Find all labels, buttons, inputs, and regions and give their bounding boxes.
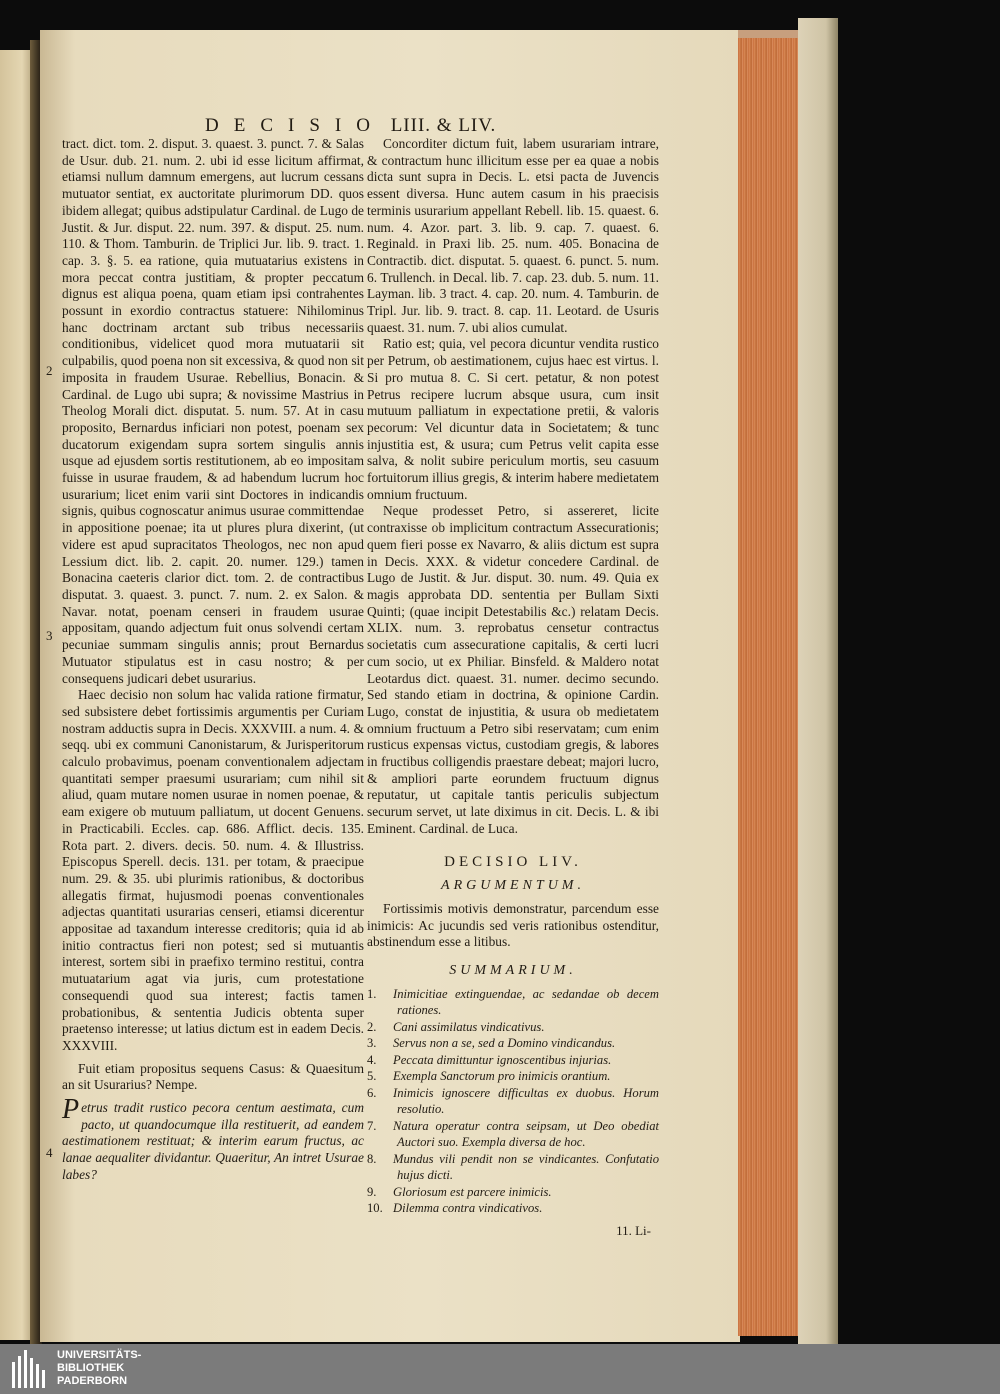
argumentum-text: Fortissimis motivis demonstratur, parcendum esse inimicis: Ac jucundis sed veris rationibus ostenditur, abstinendum esse a litibus. [367, 900, 659, 950]
running-head [205, 115, 765, 137]
summarium-title: SUMMARIUM. [449, 963, 577, 979]
footer-bar [0, 1344, 1000, 1394]
paragraph: Ratio est; quia, vel pecora dicuntur vendita rustico per Petrum, ob aestimationem, cujus haec est virtus. l. Si pro mutua 8. C. Si cert. petatur, & non potest Petrus recipere lucrum absque usura, cum insit mutuum palliatum in expectatione pretii, & valoris pecorum: Vel dicuntur data in Societatem; & tunc injustitia est, & usura; cum Petrus velit capita esse salva, & nolit subire periculum mortis, seu casuum fortuitorum illius gregis, & interim habere medietatem omnium fructuum. [367, 336, 659, 502]
list-item: 8. Mundus vili pendit non se vindicantes. Confutatio hujus dicti. [367, 1151, 659, 1183]
library-name: UNIVERSITÄTS- BIBLIOTHEK PADERBORN [57, 1349, 142, 1387]
paragraph: Fuit etiam propositus sequens Casus: & Quaesitum an sit Usurarius? Nempe. [62, 1060, 364, 1093]
running-head-decisio: DECISIO [205, 115, 385, 136]
page-edges [738, 38, 798, 1336]
margin-number: 3 [46, 628, 53, 643]
list-item: 9. Gloriosum est parcere inimicis. [367, 1184, 552, 1199]
paragraph: tract. dict. tom. 2. disput. 3. quaest. 3. punct. 7. & Salas de Usur. dub. 21. num. 2. ubi id esse licitum affirmat, etiamsi nullum damnum emergens, aut lucrum cessans mutuator sentiat, ex auctoritate plurimorum DD. quos ibidem allegat; quibus adstipulatur Cardinal. de Lugo de Justit. & Jur. disput. 22. num. 397. & disput. 25. num. 110. & Thom. Tamburin. de Triplici Jur. lib. 9. tract. 1. cap. 3. §. 5. ea ratione, quia mutuatarius existens in mora peccat contra justitiam, & propter peccatum dignus est aliqua poena, quam etiam ipsi contrahentes possunt in exordio contractus statuere: Nihilominus hanc doctrinam arctant sub tribus necessariis conditionibus, videlicet quod mora mutuatarii sit culpabilis, quod poena non sit excessiva, & quod non sit imposita in fraudem Usurae. Rebellius, Bonacin. & Cardinal. de Lugo ubi supra; & novissime Mastrius in Theolog Morali dict. disputat. 5. num. 57. At in casu proposito, Bernardus inficiari non potest, poenam sex ducatorum exigendam supra sortem singulis annis usque ad ejusdem sortis restitutionem, ab eo impositam fuisse in usurae fraudem, & ad habendum lucrum hoc usurarium; licet enim varii sint Doctores in indicandis signis, quibus cognoscatur animus usurae committendae in appositione poenae; ita ut plures plura dixerint, (ut videre est apud supracitatos Theologos, nec non apud Lessium dict. lib. 2. capit. 20. numer. 129.) tamen Bonacina caeteris clarior dict. tom. 2. de contractibus disputat. 3. quaest. 3. punct. 7. num. 2. ex Salon. & Navar. notat, poenam censeri in fraudem usurae appositam, quando adjectum fuit onus solvendi certam pecuniae summam singulis annis; prout Bernardus Mutuator stipulatus est in casu nostro; & per consequens judicari debet usurarius. [62, 136, 364, 686]
summarium-list [367, 986, 659, 1217]
argumentum-title: ARGUMENTUM. [441, 878, 585, 894]
library-logo-icon [12, 1350, 52, 1388]
paragraph: Concorditer dictum fuit, labem usurariam intrare, & contractum hunc illicitum esse per ea quae a nobis dicta sunt supra in Decis. L. etsi pacta de Juvencis essent diversa. Hunc autem casum in his praecisis terminis usurarium appellant Rebell. lib. 15. quaest. 6. num. 4. Azor. part. 3. lib. 9. cap. 7. quaest. 6. Reginald. in Praxi lib. 25. num. 405. Bonacina de Contractib. dict. disputat. 5. quaest. 6. punct. 5. num. 6. Trullench. in Decal. lib. 7. cap. 23. dub. 5. num. 11. Layman. lib. 3 tract. 4. cap. 20. num. 4. Tamburin. de Tripl. Jur. lib. 9. tract. 8. cap. 11. Leotard. de Usuris quaest. 31. num. 7. ubi alios cumulat. [367, 136, 659, 335]
margin-number: 4 [46, 1145, 53, 1160]
list-item: 5. Exempla Sanctorum pro inimicis orantium. [367, 1069, 611, 1084]
list-item: 6. Inimicis ignoscere difficultas ex duobus. Horum resolutio. [367, 1085, 659, 1117]
right-column [367, 136, 659, 1239]
list-item: 4. Peccata dimittuntur ignoscentibus injurias. [367, 1052, 612, 1067]
paragraph: Neque prodesset Petro, si assereret, licite contraxisse ob implicitum contractum Assecurationis; quem fieri posse ex Navarro, & aliis dictum est supra in Decis. XXX. & videtur concedere Cardinal. de Lugo de Justit. & Jur. disput. 30. num. 49. Quia ex magis approbata DD. sententia per Bullam Sixti Quinti; (quae incipit Detestabilis &c.) relatam Decis. XLIX. num. 3. reprobatus censetur contractus societatis cum assecuratione capitalis, & certi lucri cum socio, ut ex Philiar. Binsfeld. & Maldero notat Leotardus dict. quaest. 31. numer. decimo secundo. Sed stando etiam in doctrina, & opinione Cardin. Lugo, constat de injustitia, & usura ob medietatem omnium fructuum a Petro sibi reservatam; cum enim rusticus expensas victus, custodiam gregis, & labores in fructibus colligendis praestare debeat; majori lucro, & ampliori parte eorundem fructuum dignus reputatur, ut capitale tantis periculis subjectum securum servet, ut late diximus in cit. Decis. L. & ibi Eminent. Cardinal. de Luca. [367, 503, 659, 836]
paragraph: Haec decisio non solum hac valida ratione firmatur, sed subsistere debet fortissimis argumentis per Curiam nostram adductis supra in Decis. XXXVIII. a num. 4. & seqq. ubi ex communi Canonistarum, & Jurisperitorum calculo probavimus, poenam conventionalem adjectam quantitati semper praesumi usurariam; cum nihil sit aliud, quam mutare nomen usurae in nomen poenae, & eam exigere ob mutuum palliatum, ut docent Genuens. in Practicabili. Eccles. cap. 686. Afflict. decis. 135. Rota part. 2. divers. decis. 50. num. 4. & Illustriss. Episcopus Sperell. decis. 131. per totam, & praecipue num. 29. & 35. ubi plurimis rationibus, & doctoribus allegatis firmat, hujusmodi poenas conventionales adjectas quantitati usurarias censeri, etiamsi dicerentur appositae ad taxandum interesse creditoris; quia id ab initio contractus fieri non potest; sed si mutuantis interest, sortem sibi in praefixo termino restitui, contra mutuatarium agat via juris, cum protestatione consequendi quod sua interest; factis tamen probationibus, & sententia Judicis obtenta super praetenso interesse; ut latius dictum est in eadem Decis. XXXVIII. [62, 687, 364, 1053]
list-item: 2. Cani assimilatus vindicativus. [367, 1019, 545, 1034]
list-item: 1. Inimicitiae extinguendae, ac sedandae ob decem rationes. [367, 986, 659, 1018]
case-statement: Petrus tradit rustico pecora centum aestimata, cum pacto, ut quandocumque illa restituerit, ad eandem aestimationem restituat; & interim earum fructus, ac lanae aequaliter dividantur. Quaeritur, An intret Usurae labes? [62, 1094, 364, 1182]
list-item: 10. Dilemma contra vindicativos. [367, 1201, 543, 1216]
margin-number: 2 [46, 363, 53, 378]
book-cover [798, 18, 838, 1344]
list-item: 7. Natura operatur contra seipsam, ut Deo obediat Auctori suo. Exempla diversa de hoc. [367, 1118, 659, 1150]
left-column [62, 136, 364, 1184]
list-item: 3. Servus non a se, sed a Domino vindicandus. [367, 1036, 616, 1051]
book-page [40, 30, 740, 1342]
running-head-numbers: LIII. & LIV. [390, 115, 497, 136]
catchword: 11. Li- [616, 1222, 651, 1238]
section-title: DECISIO LIV. [444, 853, 582, 870]
